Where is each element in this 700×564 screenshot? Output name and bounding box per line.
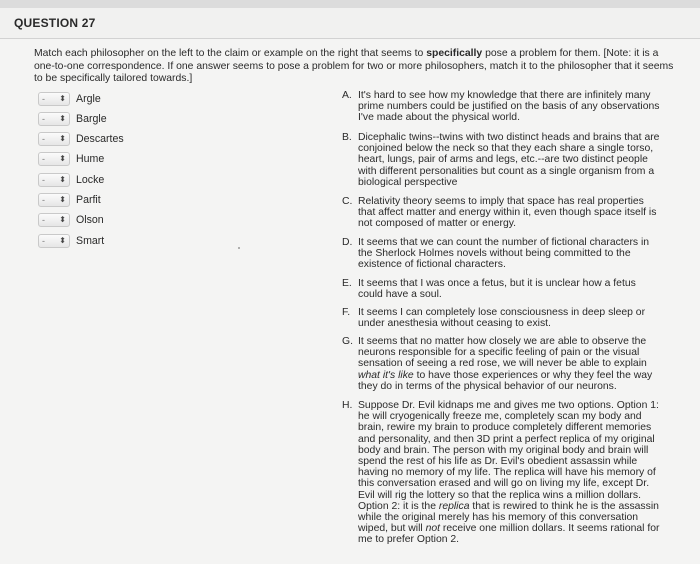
claim-b (342, 132, 662, 188)
match-row-argle (38, 91, 101, 107)
match-select-hume[interactable]: - ⬍ (38, 152, 70, 166)
claim-letter: C. (342, 196, 353, 207)
match-row-smart (38, 233, 104, 249)
match-select-descartes[interactable]: - ⬍ (38, 132, 70, 146)
match-row-parfit (38, 192, 101, 208)
claim-g (342, 336, 662, 392)
claim-letter: G. (342, 336, 353, 347)
match-select-bargle[interactable]: - ⬍ (38, 112, 70, 126)
claim-text: It's hard to see how my knowledge that there are infinitely many prime numbers could be justified on the basis of any observations I've made about the physical world. (358, 90, 660, 124)
instructions-text-2: pose a problem for them. [Note: it is a one-to-one correspondence. If one answer seems to pose a problem for two or more philosophers, match it to the philosopher that it seems to be specifically tailored towards.] (34, 48, 674, 85)
browser-top-strip (0, 0, 700, 8)
philosopher-label: Locke (76, 174, 105, 186)
match-select-argle[interactable]: - ⬍ (38, 92, 70, 106)
claim-h (342, 400, 662, 546)
philosopher-label: Hume (76, 153, 105, 165)
claim-letter: B. (342, 132, 352, 143)
claim-text: Suppose Dr. Evil kidnaps me and gives me two options. Option 1: he will cryogenically freeze me, completely scan my body and brain, rewire my brain to produce completely different memories and personality, and then 3D print a perfect replica of my original body and brain. The person with my original body and brain will spend the rest of his life as Dr. Evil's obedient assassin while having no memory of my life. The replica will have his memory of this conversation erased and will go on living my life, except Dr. Evil will rig the lottery so that the replica wins a million dollars. Option 2: it is the replica that is rewired to think he is the assassin while the original merely has his memory of this conversation wiped, but will not receive one million dollars. It seems rational for me to prefer Option 2. (358, 400, 660, 546)
match-row-hume (38, 151, 104, 167)
claim-e (342, 278, 662, 300)
select-arrows-icon: ⬍ (59, 134, 66, 143)
match-row-descartes (38, 131, 124, 147)
claim-text: Dicephalic twins--twins with two distinct heads and brains that are conjoined below the neck so that they each share a single torso, heart, lungs, pair of arms and legs, etc.--are two distinct people with different personalities but count as a single organism from a biological perspective (358, 132, 660, 188)
instructions-text-1: Match each philosopher on the left to the claim or example on the right that seems to (34, 48, 427, 59)
philosopher-label: Smart (76, 235, 105, 247)
match-select-smart[interactable]: - ⬍ (38, 234, 70, 248)
select-arrows-icon: ⬍ (59, 195, 66, 204)
select-arrows-icon: ⬍ (59, 215, 66, 224)
select-arrows-icon: ⬍ (59, 175, 66, 184)
match-select-parfit[interactable]: - ⬍ (38, 193, 70, 207)
claim-text: It seems that we can count the number of fictional characters in the Sherlock Holmes novels without being committed to the existence of fictional characters. (358, 237, 650, 271)
claim-letter: H. (342, 400, 353, 411)
philosopher-label: Olson (76, 214, 104, 226)
question-instructions (34, 48, 674, 86)
claim-text: It seems that I was once a fetus, but it is unclear how a fetus could have a soul. (358, 278, 636, 301)
claim-letter: A. (342, 90, 352, 101)
claim-letter: E. (342, 278, 352, 289)
claim-text: It seems that no matter how closely we are able to observe the neurons responsible for a specific feeling of pain or the visual sensation of seeing a red rose, we will never be able to explain what it's like to have those experiences or why they feel the way they do in terms of the physical behavior of our neurons. (358, 336, 653, 392)
philosopher-label: Argle (76, 93, 101, 105)
match-select-locke[interactable]: - ⬍ (38, 173, 70, 187)
philosopher-label: Bargle (76, 113, 107, 125)
philosopher-label: Parfit (76, 194, 101, 206)
claim-text: It seems I can completely lose consciousness in deep sleep or under anesthesia without ceasing to exist. (358, 307, 646, 330)
match-row-bargle (38, 111, 107, 127)
select-arrows-icon: ⬍ (59, 236, 66, 245)
match-row-locke (38, 172, 104, 188)
claim-d (342, 237, 662, 271)
select-arrows-icon: ⬍ (59, 154, 66, 163)
question-title: QUESTION 27 (14, 16, 96, 30)
claim-letter: D. (342, 237, 353, 248)
claim-text: Relativity theory seems to imply that space has real properties that affect matter and energy within it, even though space itself is not composed of matter or energy. (358, 196, 657, 230)
select-arrows-icon: ⬍ (59, 94, 66, 103)
claim-a (342, 90, 662, 124)
match-select-olson[interactable]: - ⬍ (38, 213, 70, 227)
question-header (0, 8, 700, 39)
instructions-bold: specifically (426, 48, 483, 59)
claim-c (342, 196, 662, 230)
select-arrows-icon: ⬍ (59, 114, 66, 123)
stray-mark (238, 247, 240, 249)
philosopher-label: Descartes (76, 133, 124, 145)
claim-letter: F. (342, 307, 351, 318)
claim-f (342, 307, 662, 329)
match-row-olson (38, 212, 104, 228)
